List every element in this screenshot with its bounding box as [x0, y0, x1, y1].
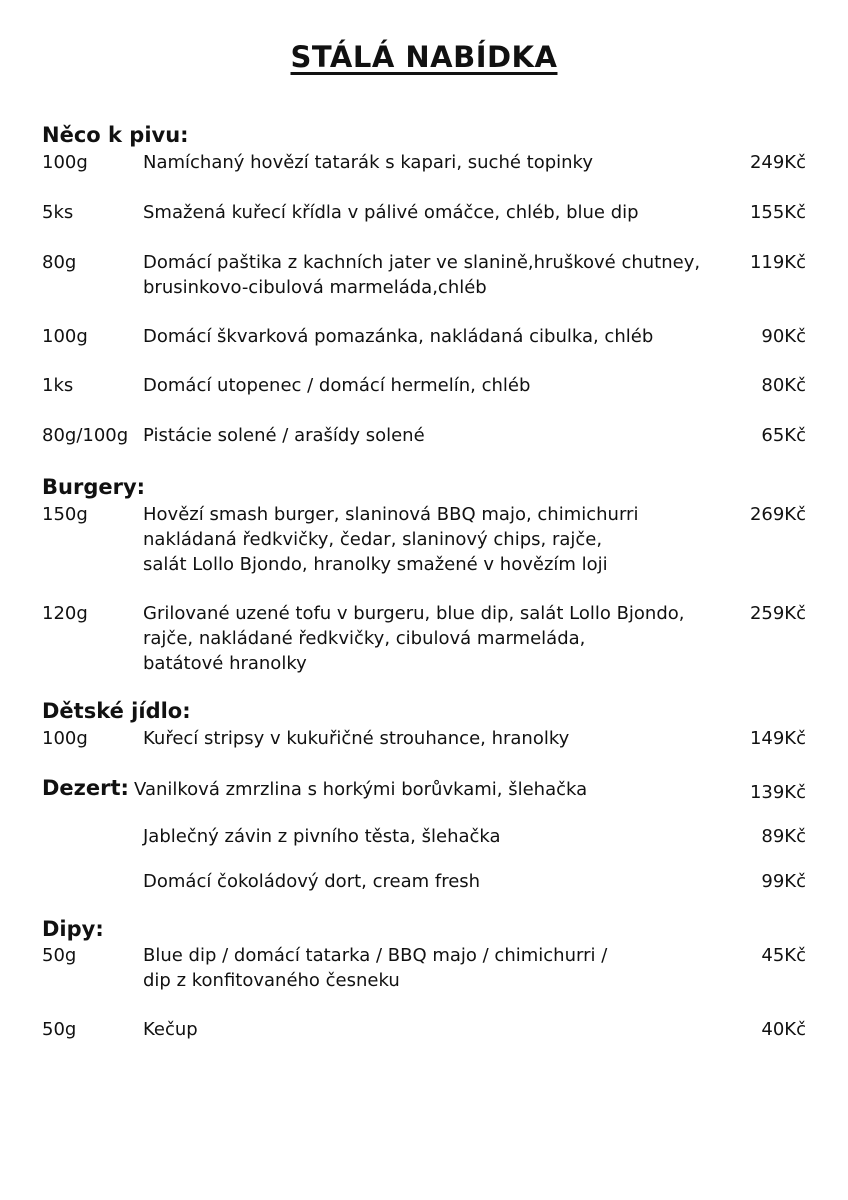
item-description: Domácí utopenec / domácí hermelín, chléb — [143, 375, 531, 396]
item-price: 249Kč — [749, 152, 806, 173]
item-price: 139Kč — [749, 782, 806, 803]
item-description: Domácí čokoládový dort, cream fresh — [143, 871, 481, 892]
item-quantity: 150g — [42, 504, 88, 525]
item-quantity: 5ks — [42, 202, 74, 223]
section-heading-neco-k-pivu: Něco k pivu: — [42, 123, 189, 147]
item-description: Domácí paštika z kachních jater ve slanině,hruškové chutney, brusinkovo-cibulová marmeláda,chléb — [143, 252, 701, 298]
item-quantity: 50g — [42, 945, 77, 966]
item-quantity: 100g — [42, 728, 88, 749]
item-description: Jablečný závin z pivního těsta, šlehačka — [143, 826, 501, 847]
item-price: 155Kč — [749, 202, 806, 223]
item-description: Blue dip / domácí tatarka / BBQ majo / chimichurri / dip z konfitovaného česneku — [143, 945, 608, 991]
item-price: 90Kč — [761, 326, 806, 347]
item-price: 40Kč — [761, 1019, 806, 1040]
item-price: 119Kč — [749, 252, 806, 273]
item-price: 269Kč — [749, 504, 806, 525]
item-description: Hovězí smash burger, slaninová BBQ majo, chimichurri nakládaná ředkvičky, čedar, slaninový chips, rajče, salát Lollo Bjondo, hranolky smažené v hovězím loji — [143, 504, 639, 575]
item-description: Pistácie solené / arašídy solené — [143, 425, 425, 446]
item-description: Grilované uzené tofu v burgeru, blue dip, salát Lollo Bjondo, rajče, nakládané ředkvičky, cibulová marmeláda, batátové hranolky — [143, 603, 685, 674]
item-quantity: 80g — [42, 252, 77, 273]
item-description: Domácí škvarková pomazánka, nakládaná cibulka, chléb — [143, 326, 654, 347]
item-price: 80Kč — [761, 375, 806, 396]
dezert-first-line — [42, 776, 587, 800]
item-description: Smažená kuřecí křídla v pálivé omáčce, chléb, blue dip — [143, 202, 639, 223]
item-price: 149Kč — [749, 728, 806, 749]
item-price: 99Kč — [761, 871, 806, 892]
item-quantity: 80g/100g — [42, 425, 129, 446]
item-description: Namíchaný hovězí tatarák s kapari, suché topinky — [143, 152, 593, 173]
item-quantity: 50g — [42, 1019, 77, 1040]
item-price: 259Kč — [749, 603, 806, 624]
item-description: Kuřecí stripsy v kukuřičné strouhance, hranolky — [143, 728, 570, 749]
section-heading-detske-jidlo: Dětské jídlo: — [42, 699, 191, 723]
item-price: 45Kč — [761, 945, 806, 966]
section-heading-dipy: Dipy: — [42, 917, 104, 941]
item-quantity: 1ks — [42, 375, 74, 396]
section-heading-dezert: Dezert: — [42, 776, 129, 800]
item-quantity: 120g — [42, 603, 88, 624]
menu-title: STÁLÁ NABÍDKA — [290, 40, 558, 74]
item-price: 65Kč — [761, 425, 806, 446]
item-description: Vanilková zmrzlina s horkými borůvkami, šlehačka — [134, 779, 588, 800]
item-price: 89Kč — [761, 826, 806, 847]
item-quantity: 100g — [42, 152, 88, 173]
section-heading-burgery: Burgery: — [42, 475, 146, 499]
item-quantity: 100g — [42, 326, 88, 347]
item-description: Kečup — [143, 1019, 198, 1040]
